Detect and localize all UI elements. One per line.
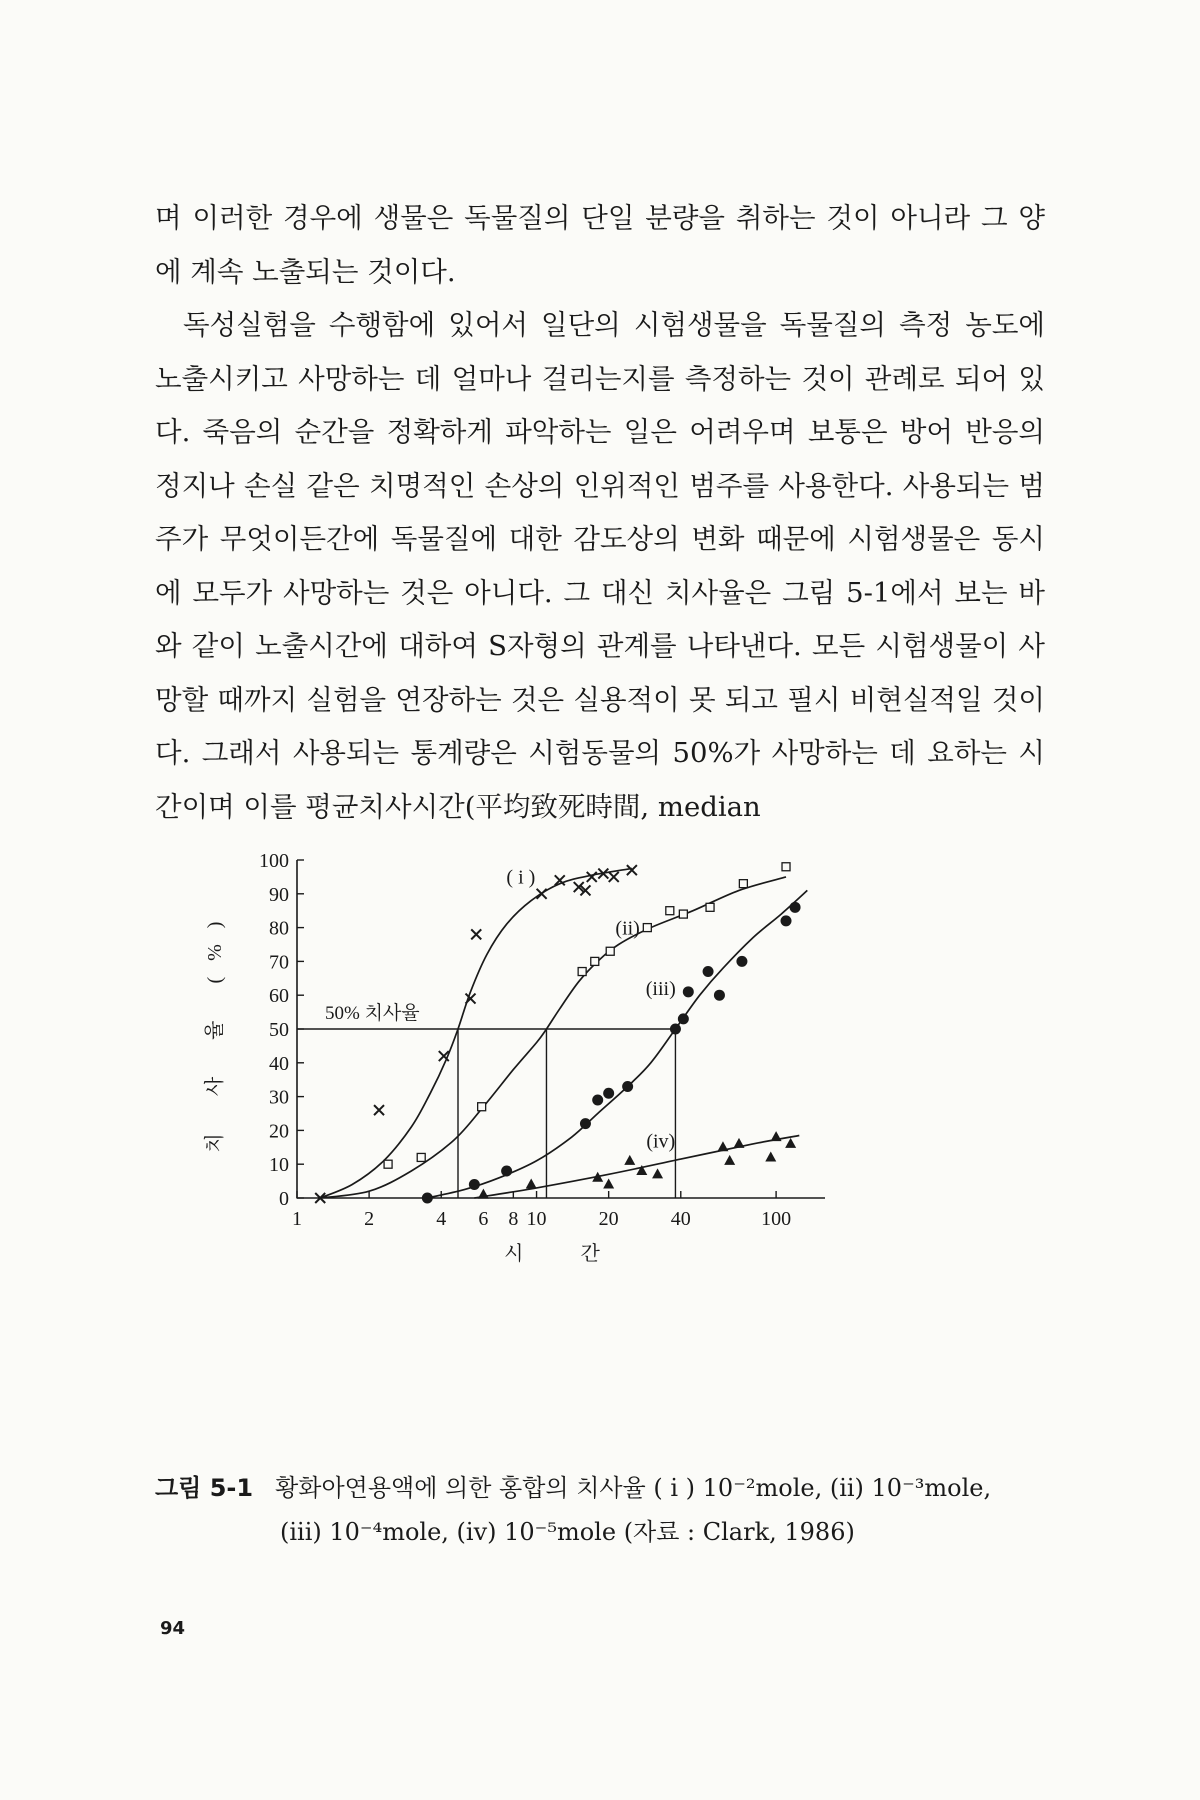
series-4-point bbox=[652, 1168, 663, 1178]
caption-line-2: (iii) 10⁻⁴mole, (iv) 10⁻⁵mole (자료 : Clark, 1986) bbox=[280, 1518, 855, 1546]
figure-caption bbox=[155, 1466, 1055, 1554]
series-2-point bbox=[706, 903, 714, 911]
series-4-point bbox=[624, 1155, 635, 1165]
y-tick-label: 100 bbox=[259, 850, 289, 872]
series-4-point bbox=[733, 1138, 744, 1148]
x-tick-label: 100 bbox=[761, 1208, 792, 1230]
series-1-point bbox=[609, 872, 619, 882]
series-1-point bbox=[587, 872, 597, 882]
series-3-point bbox=[592, 1094, 603, 1105]
x-tick-label: 1 bbox=[292, 1208, 302, 1230]
series-4-point bbox=[724, 1155, 735, 1165]
series-3-point bbox=[790, 902, 801, 913]
caption-line-1: 황화아연용액에 의한 홍합의 치사율 ( i ) 10⁻²mole, (ii) 10⁻³mole, bbox=[275, 1474, 992, 1502]
y-tick-label: 30 bbox=[269, 1086, 289, 1109]
series-3-point bbox=[580, 1118, 591, 1129]
series-3-point bbox=[501, 1165, 512, 1176]
y-tick-label: 60 bbox=[269, 985, 289, 1008]
y-tick-label: 70 bbox=[269, 951, 289, 974]
page-number: 94 bbox=[160, 1618, 186, 1639]
series-2-label: (ii) bbox=[615, 917, 640, 940]
series-2-point bbox=[478, 1103, 486, 1111]
series-1-label: ( i ) bbox=[506, 866, 536, 889]
series-1-point bbox=[374, 1105, 384, 1115]
series-2-point bbox=[782, 863, 790, 871]
series-3-point bbox=[736, 956, 747, 967]
series-3-point bbox=[714, 990, 725, 1001]
series-2-point bbox=[666, 907, 674, 915]
mortality-chart bbox=[204, 820, 975, 1460]
y-tick-label: 90 bbox=[269, 883, 289, 906]
x-tick-label: 4 bbox=[436, 1208, 447, 1230]
x-tick-label: 6 bbox=[478, 1208, 489, 1230]
x-tick-label: 20 bbox=[598, 1208, 619, 1230]
series-3-point bbox=[603, 1088, 614, 1099]
series-1-point bbox=[471, 929, 481, 939]
series-3-point bbox=[670, 1024, 681, 1035]
series-4-point bbox=[785, 1138, 796, 1148]
series-3-point bbox=[683, 986, 694, 997]
caption-label: 그림 5-1 bbox=[155, 1474, 254, 1502]
series-2-point bbox=[679, 910, 687, 918]
series-3-point bbox=[703, 966, 714, 977]
series-3-label: (iii) bbox=[645, 978, 676, 1001]
series-3-point bbox=[781, 915, 792, 926]
paragraph: 며 이러한 경우에 생물은 독물질의 단일 분량을 취하는 것이 아니라 그 양에 계속 노출되는 것이다. bbox=[155, 202, 1045, 288]
paragraph: 독성실험을 수행함에 있어서 일단의 시험생물을 독물질의 측정 농도에 노출시키고 사망하는 데 얼마나 걸리는지를 측정하는 것이 관례로 되어 있다. 죽음의 순간을 정확하게 파악하는 일은 어려우며 보통은 방어 반응의 정지나 손실 같은 치명적인 손상의 인위적인 범주를 사용한다. 사용되는 범주가 무엇이든간에 독물질에 대한 감도상의 변화 때문에 시험생물은 동시에 모두가 사망하는 것은 아니다. 그 대신 치사율은 그림 5-1에서 보는 바와 같이 노출시간에 대하여 S자형의 관계를 나타낸다. 모든 시험생물이 사망할 때까지 실험을 연장하는 것은 실용적이 못 되고 필시 비현실적일 것이다. 그래서 사용되는 통계량은 시험동물의 50%가 사망하는 데 요하는 시간이며 이를 평균치사시간(平均致死時間, median bbox=[155, 309, 1045, 823]
y-tick-label: 0 bbox=[279, 1188, 289, 1210]
series-2-point bbox=[606, 947, 614, 955]
series-4-point bbox=[765, 1151, 776, 1161]
series-4-point bbox=[478, 1189, 489, 1199]
x-tick-label: 10 bbox=[526, 1208, 547, 1230]
y-tick-label: 10 bbox=[269, 1154, 289, 1177]
series-1-point bbox=[466, 994, 476, 1004]
figure-5-1 bbox=[204, 820, 975, 1460]
x-tick-label: 40 bbox=[670, 1208, 691, 1230]
series-4-point bbox=[526, 1178, 537, 1188]
series-4-point bbox=[717, 1141, 728, 1151]
series-1-point bbox=[537, 889, 547, 899]
x-tick-label: 8 bbox=[508, 1208, 519, 1230]
body-text bbox=[155, 192, 1045, 834]
y-tick-label: 50 bbox=[269, 1019, 289, 1041]
series-2-point bbox=[739, 880, 747, 888]
series-4-point bbox=[603, 1178, 614, 1188]
series-3-point bbox=[678, 1013, 689, 1024]
x-tick-label: 2 bbox=[364, 1208, 375, 1230]
y-tick-label: 80 bbox=[269, 917, 289, 940]
series-4-label: (iv) bbox=[646, 1130, 676, 1153]
series-1-curve bbox=[320, 868, 632, 1198]
series-4-point bbox=[771, 1131, 782, 1141]
x-axis-title: 시 간 bbox=[504, 1243, 626, 1265]
fifty-percent-label: 50% 치사율 bbox=[325, 1003, 420, 1024]
series-3-point bbox=[469, 1179, 480, 1190]
series-2-point bbox=[591, 957, 599, 965]
series-2-point bbox=[578, 968, 586, 976]
y-tick-label: 40 bbox=[269, 1052, 289, 1075]
series-2-point bbox=[417, 1153, 425, 1161]
y-axis-title: 치 사 율 (%) bbox=[204, 905, 226, 1153]
series-2-point bbox=[384, 1160, 392, 1168]
y-tick-label: 20 bbox=[269, 1120, 289, 1143]
series-2-point bbox=[643, 924, 651, 932]
series-3-point bbox=[422, 1193, 433, 1204]
series-1-point bbox=[627, 865, 637, 875]
series-3-point bbox=[622, 1081, 633, 1092]
